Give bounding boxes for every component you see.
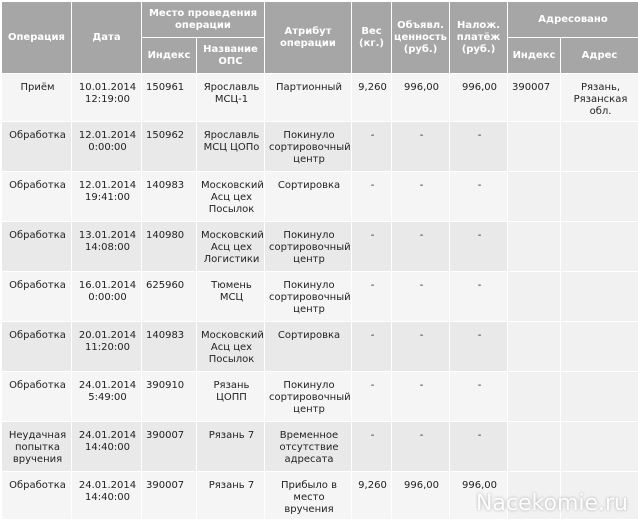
cell-attribute: Покинуло сортировочный центр: [265, 222, 352, 272]
date-value: 24.01.2014: [78, 480, 137, 491]
header-attribute: Атрибут операции: [265, 2, 352, 74]
cell-date: [72, 222, 142, 272]
cell-addr-address: [561, 222, 638, 272]
cell-operation: Обработка: [2, 222, 72, 272]
time-value: 14:40:00: [85, 442, 130, 453]
cell-weight: -: [352, 272, 392, 322]
cell-date: [72, 272, 142, 322]
cell-weight: -: [352, 172, 392, 222]
cell-date: [72, 172, 142, 222]
cell-weight: 9,260: [352, 74, 392, 122]
header-declared-value: Объявл. ценность (руб.): [392, 2, 450, 74]
cell-index: 140980: [142, 222, 197, 272]
cell-operation: Обработка: [2, 272, 72, 322]
cell-operation: Приём: [2, 74, 72, 122]
cell-ops-name: Рязань 7: [197, 422, 265, 472]
cell-attribute: Временное отсутствие адресата: [265, 422, 352, 472]
header-place: Место проведения операции: [142, 2, 265, 38]
cell-index: 390910: [142, 372, 197, 422]
cell-cod: -: [450, 322, 508, 372]
cell-date: [72, 372, 142, 422]
time-value: 0:00:00: [88, 292, 127, 303]
header-date: Дата: [72, 2, 142, 74]
cell-addr-address: [561, 322, 638, 372]
table-row: [2, 122, 638, 172]
date-value: 13.01.2014: [78, 230, 137, 241]
time-value: 5:49:00: [88, 392, 127, 403]
cell-addr-index: [508, 272, 561, 322]
cell-addr-address: Рязань, Рязанская обл.: [561, 74, 638, 122]
cell-weight: -: [352, 122, 392, 172]
tracking-table: [1, 1, 638, 520]
cell-addr-address: [561, 422, 638, 472]
table-body: [2, 74, 638, 520]
date-value: 12.01.2014: [78, 130, 137, 141]
cell-index: 140983: [142, 172, 197, 222]
cell-cod: -: [450, 422, 508, 472]
cell-cod: -: [450, 222, 508, 272]
cell-attribute: Покинуло сортировочный центр: [265, 372, 352, 422]
cell-weight: -: [352, 322, 392, 372]
header-weight: Вес (кг.): [352, 2, 392, 74]
cell-index: 140983: [142, 322, 197, 372]
date-value: 12.01.2014: [78, 180, 137, 191]
cell-declared-value: -: [392, 322, 450, 372]
cell-ops-name: Московский Асц цех Посылок: [197, 172, 265, 222]
cell-date: [72, 322, 142, 372]
header-index: Индекс: [142, 38, 197, 74]
date-value: 24.01.2014: [78, 430, 137, 441]
cell-weight: -: [352, 422, 392, 472]
time-value: 14:08:00: [85, 242, 130, 253]
table-row: [2, 372, 638, 422]
header-operation: Операция: [2, 2, 72, 74]
time-value: 14:40:00: [85, 492, 130, 503]
cell-cod: -: [450, 122, 508, 172]
cell-addr-index: [508, 122, 561, 172]
cell-ops-name: Московский Асц цех Посылок: [197, 322, 265, 372]
cell-addr-address: [561, 372, 638, 422]
cell-attribute: Сортировка: [265, 172, 352, 222]
cell-ops-name: Тюмень МСЦ: [197, 272, 265, 322]
cell-attribute: Сортировка: [265, 322, 352, 372]
date-value: 10.01.2014: [78, 82, 137, 93]
cell-index: 625960: [142, 272, 197, 322]
cell-declared-value: -: [392, 372, 450, 422]
cell-addr-index: [508, 222, 561, 272]
time-value: 19:41:00: [85, 192, 130, 203]
cell-weight: -: [352, 372, 392, 422]
cell-cod: 996,00: [450, 472, 508, 520]
cell-date: [72, 74, 142, 122]
cell-addr-index: [508, 322, 561, 372]
header-addr-index: Индекс: [508, 38, 561, 74]
cell-index: 150961: [142, 74, 197, 122]
table-row: [2, 172, 638, 222]
table-row: [2, 422, 638, 472]
time-value: 0:00:00: [88, 142, 127, 153]
cell-date: [72, 422, 142, 472]
cell-addr-index: [508, 422, 561, 472]
cell-ops-name: Рязань ЦОПП: [197, 372, 265, 422]
cell-cod: 996,00: [450, 74, 508, 122]
cell-declared-value: 996,00: [392, 74, 450, 122]
cell-ops-name: Ярославль МСЦ-1: [197, 74, 265, 122]
table-row: [2, 74, 638, 122]
cell-weight: -: [352, 222, 392, 272]
cell-addr-address: [561, 122, 638, 172]
cell-operation: Обработка: [2, 472, 72, 520]
time-value: 11:20:00: [85, 342, 130, 353]
cell-date: [72, 122, 142, 172]
cell-declared-value: -: [392, 272, 450, 322]
cell-operation: Обработка: [2, 172, 72, 222]
cell-operation: Неудачная попытка вручения: [2, 422, 72, 472]
cell-declared-value: 996,00: [392, 472, 450, 520]
cell-addr-address: [561, 272, 638, 322]
cell-cod: -: [450, 272, 508, 322]
cell-addr-index: 390007: [508, 74, 561, 122]
header-cod: Налож. платёж (руб.): [450, 2, 508, 74]
header-addressed: Адресовано: [508, 2, 638, 38]
cell-weight: 9,260: [352, 472, 392, 520]
cell-cod: -: [450, 372, 508, 422]
header-ops-name: Название ОПС: [197, 38, 265, 74]
cell-index: 150962: [142, 122, 197, 172]
cell-index: 390007: [142, 472, 197, 520]
cell-ops-name: Ярославль МСЦ ЦОПо: [197, 122, 265, 172]
cell-operation: Обработка: [2, 122, 72, 172]
cell-declared-value: -: [392, 122, 450, 172]
cell-ops-name: Рязань 7: [197, 472, 265, 520]
cell-declared-value: -: [392, 422, 450, 472]
cell-declared-value: -: [392, 222, 450, 272]
time-value: 12:19:00: [85, 94, 130, 105]
cell-declared-value: -: [392, 172, 450, 222]
cell-attribute: Покинуло сортировочный центр: [265, 272, 352, 322]
cell-attribute: Покинуло сортировочный центр: [265, 122, 352, 172]
cell-ops-name: Московский Асц цех Логистики: [197, 222, 265, 272]
cell-index: 390007: [142, 422, 197, 472]
cell-operation: Обработка: [2, 372, 72, 422]
watermark-text: Nacekomie.ru: [475, 491, 628, 516]
header-addr-address: Адрес: [561, 38, 638, 74]
cell-attribute: Партионный: [265, 74, 352, 122]
table-header: [2, 2, 638, 74]
date-value: 20.01.2014: [78, 330, 137, 341]
date-value: 24.01.2014: [78, 380, 137, 391]
cell-addr-index: [508, 372, 561, 422]
table-row: [2, 222, 638, 272]
date-value: 16.01.2014: [78, 280, 137, 291]
table-row: [2, 322, 638, 372]
table-row: [2, 272, 638, 322]
cell-attribute: Прибыло в место вручения: [265, 472, 352, 520]
cell-date: [72, 472, 142, 520]
cell-addr-address: [561, 172, 638, 222]
cell-cod: -: [450, 172, 508, 222]
cell-operation: Обработка: [2, 322, 72, 372]
cell-addr-index: [508, 172, 561, 222]
